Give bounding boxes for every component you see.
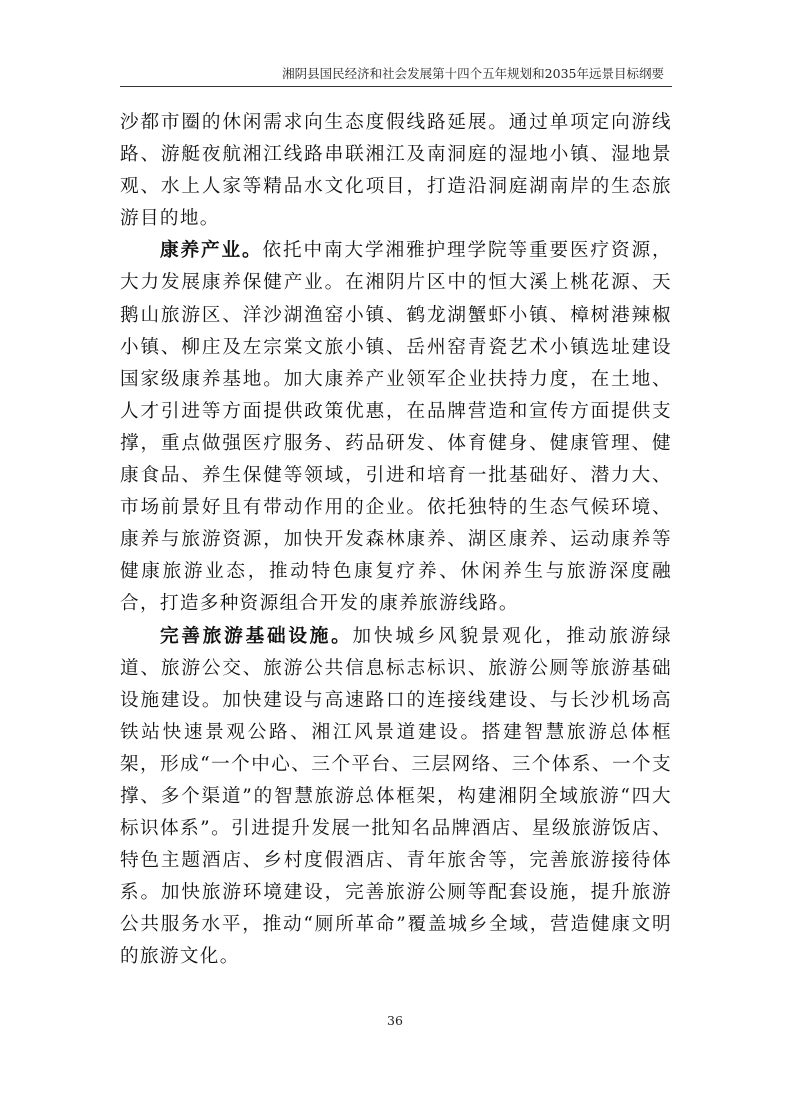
paragraph-lead-heading: 康养产业。 [160,240,263,262]
running-header [120,64,672,87]
paragraph-lead-heading: 完善旅游基础设施。 [160,625,353,647]
paragraph-continuation [120,107,672,235]
paragraph-tourism-infrastructure [120,621,672,974]
paragraph-text: 依托中南大学湘雅护理学院等重要医疗资源，大力发展康养保健产业。在湘阴片区中的恒大溪上桃花源、天鹅山旅游区、洋沙湖渔窑小镇、鹤龙湖蟹虾小镇、樟树港辣椒小镇、柳庄及左宗棠文旅小镇、岳州窑青瓷艺术小镇选址建设国家级康养基地。加大康养产业领军企业扶持力度，在土地、人才引进等方面提供政策优惠，在品牌营造和宣传方面提供支撑，重点做强医疗服务、药品研发、体育健身、健康管理、健康食品、养生保健等领域，引进和培育一批基础好、潜力大、市场前景好且有带动作用的企业。依托独特的生态气候环境、康养与旅游资源，加快开发森林康养、湖区康养、运动康养等健康旅游业态，推动特色康复疗养、休闲养生与旅游深度融合，打造多种资源组合开发的康养旅游线路。 [120,240,672,615]
paragraph-text: 加快城乡风貌景观化，推动旅游绿道、旅游公交、旅游公共信息标志标识、旅游公厕等旅游基础设施建设。加快建设与高速路口的连接线建设、与长沙机场高铁站快速景观公路、湘江风景道建设。搭建智慧旅游总体框架，形成“一个中心、三个平台、三层网络、三个体系、一个支撑、多个渠道”的智慧旅游总体框架，构建湘阴全域旅游“四大标识体系”。引进提升发展一批知名品牌酒店、星级旅游饭店、特色主题酒店、乡村度假酒店、青年旅舍等，完善旅游接待体系。加快旅游环境建设，完善旅游公厕等配套设施，提升旅游公共服务水平，推动“厕所革命”覆盖城乡全域，营造健康文明的旅游文化。 [120,625,672,968]
header-title: 湘阴县国民经济和社会发展第十四个五年规划和2035年远景目标纲要 [282,66,664,81]
body-text [120,107,672,974]
page-number: 36 [387,1013,403,1028]
paragraph-text: 沙都市圈的休闲需求向生态度假线路延展。通过单项定向游线路、游艇夜航湘江线路串联湘江及南洞庭的湿地小镇、湿地景观、水上人家等精品水文化项目，打造沿洞庭湖南岸的生态旅游目的地。 [120,112,672,230]
paragraph-health-industry [120,235,672,620]
